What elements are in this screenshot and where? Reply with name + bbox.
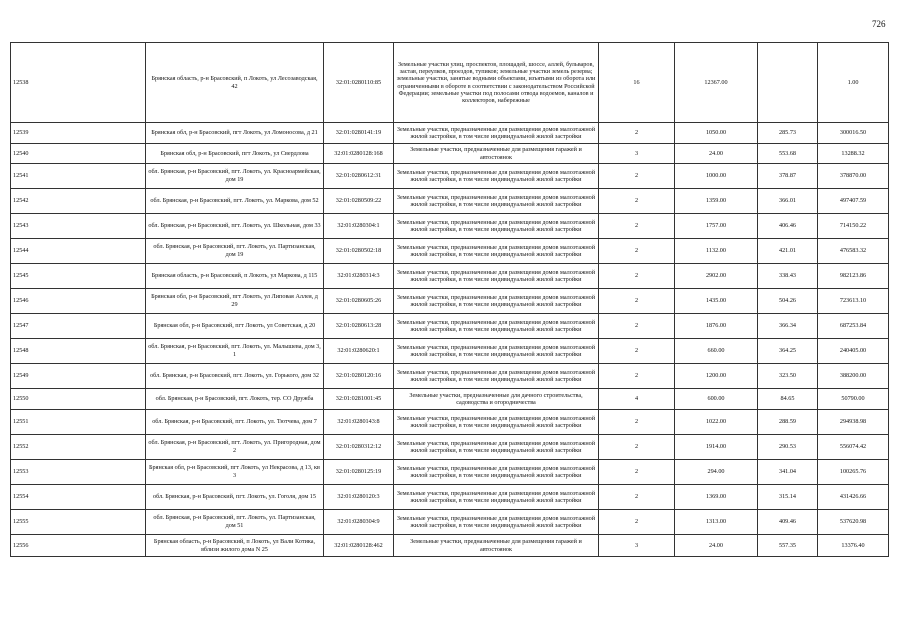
area-cell: 1914.00: [675, 435, 758, 460]
address-cell: обл. Брянская, р-н Брасовский, пгт. Локоть, ул. Гоголя, дом 15: [146, 485, 324, 510]
land-use-cell: Земельные участки, предназначенные для размещения гаражей и автостоянок: [394, 144, 599, 164]
specific-value-cell: 421.01: [758, 239, 818, 264]
specific-value-cell: 409.46: [758, 510, 818, 535]
row-number: 12544: [11, 239, 146, 264]
specific-value-cell: 323.50: [758, 364, 818, 389]
cadastral-value-cell: 537620.98: [818, 510, 889, 535]
area-cell: 1359.00: [675, 189, 758, 214]
table-row: [11, 410, 889, 435]
category-cell: 2: [599, 339, 675, 364]
land-use-cell: Земельные участки, предназначенные для размещения гаражей и автостоянок: [394, 535, 599, 557]
row-number: 12552: [11, 435, 146, 460]
category-cell: 3: [599, 144, 675, 164]
address-cell: Брянская обл, р-н Брасовский, пгт Локоть, ул Советская, д 20: [146, 314, 324, 339]
area-cell: 1313.00: [675, 510, 758, 535]
row-number: 12547: [11, 314, 146, 339]
row-number: 12556: [11, 535, 146, 557]
row-number: 12543: [11, 214, 146, 239]
category-cell: 2: [599, 214, 675, 239]
row-number: 12550: [11, 389, 146, 410]
cadastral-number-cell: 32:01:0280612:31: [324, 164, 394, 189]
table-row: [11, 164, 889, 189]
area-cell: 1132.00: [675, 239, 758, 264]
table-row: [11, 123, 889, 144]
area-cell: 294.00: [675, 460, 758, 485]
table-row: [11, 535, 889, 557]
table-row: [11, 339, 889, 364]
cadastral-number-cell: 32:01:0280314:3: [324, 264, 394, 289]
table-row: [11, 264, 889, 289]
category-cell: 2: [599, 510, 675, 535]
cadastral-number-cell: 32:01:0280613:28: [324, 314, 394, 339]
cadastral-value-table: [10, 42, 889, 557]
land-use-cell: Земельные участки, предназначенные для размещения домов малоэтажной жилой застройки, в том числе индивидуальной жилой застройки: [394, 289, 599, 314]
area-cell: 1876.00: [675, 314, 758, 339]
specific-value-cell: 341.04: [758, 460, 818, 485]
table-row: [11, 460, 889, 485]
land-use-cell: Земельные участки, предназначенные для размещения домов малоэтажной жилой застройки, в том числе индивидуальной жилой застройки: [394, 435, 599, 460]
cadastral-number-cell: 32:01:0280620:1: [324, 339, 394, 364]
table-row: [11, 389, 889, 410]
area-cell: 600.00: [675, 389, 758, 410]
table-row: [11, 510, 889, 535]
land-use-cell: Земельные участки, предназначенные для размещения домов малоэтажной жилой застройки, в том числе индивидуальной жилой застройки: [394, 123, 599, 144]
cadastral-value-cell: 300016.50: [818, 123, 889, 144]
page-number: 726: [872, 19, 886, 29]
specific-value-cell: 557.35: [758, 535, 818, 557]
address-cell: Брянская обл, р-н Брасовский, пгт Локоть, ул Некрасова, д 13, кв 3: [146, 460, 324, 485]
address-cell: обл. Брянская, р-н Брасовский, пгт. Локоть, ул. Тютчева, дом 7: [146, 410, 324, 435]
row-number: 12542: [11, 189, 146, 214]
land-use-cell: Земельные участки, предназначенные для размещения домов малоэтажной жилой застройки, в том числе индивидуальной жилой застройки: [394, 239, 599, 264]
row-number: 12546: [11, 289, 146, 314]
address-cell: Брянская область, р-н Брасовский, п Локоть, ул Лесозаводская, 42: [146, 43, 324, 123]
row-number: 12549: [11, 364, 146, 389]
specific-value-cell: 285.73: [758, 123, 818, 144]
area-cell: 24.00: [675, 144, 758, 164]
address-cell: Брянская область, р-н Брасовский, п Локоть, ул Вали Котика, вблизи жилого дома N 25: [146, 535, 324, 557]
category-cell: 2: [599, 460, 675, 485]
table-body: [11, 43, 889, 557]
area-cell: 24.00: [675, 535, 758, 557]
land-use-cell: Земельные участки, предназначенные для размещения домов малоэтажной жилой застройки, в том числе индивидуальной жилой застройки: [394, 410, 599, 435]
address-cell: Брянская обл, р-н Брасовский, пгт Локоть, ул Ломоносова, д 21: [146, 123, 324, 144]
cadastral-number-cell: 32:01:0280128:462: [324, 535, 394, 557]
category-cell: 2: [599, 364, 675, 389]
land-use-cell: Земельные участки, предназначенные для размещения домов малоэтажной жилой застройки, в том числе индивидуальной жилой застройки: [394, 314, 599, 339]
cadastral-value-cell: 240405.00: [818, 339, 889, 364]
category-cell: 2: [599, 289, 675, 314]
cadastral-value-cell: 431426.66: [818, 485, 889, 510]
category-cell: 2: [599, 189, 675, 214]
row-number: 12548: [11, 339, 146, 364]
cadastral-number-cell: 32:01:0280304:9: [324, 510, 394, 535]
cadastral-number-cell: 32:01:0280143:8: [324, 410, 394, 435]
cadastral-number-cell: 32:01:0280128:168: [324, 144, 394, 164]
address-cell: Брянская обл, р-н Брасовский, пгт Локоть, ул Липовая Аллея, д 29: [146, 289, 324, 314]
cadastral-value-cell: 100265.76: [818, 460, 889, 485]
address-cell: Брянская область, р-н Брасовский, п Локоть, ул Маркова, д 115: [146, 264, 324, 289]
category-cell: 2: [599, 164, 675, 189]
cadastral-number-cell: 32:01:0280120:16: [324, 364, 394, 389]
cadastral-value-cell: 1.00: [818, 43, 889, 123]
cadastral-value-cell: 687253.84: [818, 314, 889, 339]
table-row: [11, 189, 889, 214]
address-cell: обл. Брянская, р-н Брасовский, пгт. Локоть, ул. Маркова, дом 52: [146, 189, 324, 214]
category-cell: 2: [599, 239, 675, 264]
row-number: 12551: [11, 410, 146, 435]
land-use-cell: Земельные участки, предназначенные для размещения домов малоэтажной жилой застройки, в том числе индивидуальной жилой застройки: [394, 364, 599, 389]
category-cell: 4: [599, 389, 675, 410]
address-cell: обл. Брянская, р-н Брасовский, пгт. Локоть, ул. Красноармейская, дом 19: [146, 164, 324, 189]
cadastral-number-cell: 32:01:0280125:19: [324, 460, 394, 485]
specific-value-cell: 338.43: [758, 264, 818, 289]
row-number: 12540: [11, 144, 146, 164]
cadastral-value-cell: 476583.32: [818, 239, 889, 264]
specific-value-cell: 366.01: [758, 189, 818, 214]
cadastral-number-cell: 32:01:0280304:1: [324, 214, 394, 239]
land-use-cell: Земельные участки, предназначенные для размещения домов малоэтажной жилой застройки, в том числе индивидуальной жилой застройки: [394, 189, 599, 214]
specific-value-cell: 290.53: [758, 435, 818, 460]
table-row: [11, 144, 889, 164]
specific-value-cell: 378.87: [758, 164, 818, 189]
category-cell: 2: [599, 264, 675, 289]
table-row: [11, 43, 889, 123]
area-cell: 2902.00: [675, 264, 758, 289]
category-cell: 2: [599, 410, 675, 435]
specific-value-cell: 84.65: [758, 389, 818, 410]
area-cell: 1435.00: [675, 289, 758, 314]
cadastral-number-cell: 32:01:0280605:26: [324, 289, 394, 314]
specific-value-cell: 366.34: [758, 314, 818, 339]
cadastral-value-cell: 556074.42: [818, 435, 889, 460]
category-cell: 2: [599, 485, 675, 510]
specific-value-cell: 315.14: [758, 485, 818, 510]
area-cell: 1022.00: [675, 410, 758, 435]
land-use-cell: Земельные участки улиц, проспектов, площадей, шоссе, аллей, бульваров, застав, переулков, проездов, тупиков; земельные участки земель резерва; земельные участки, занятые водными объектами, изъятыми из оборота или ограниченными в обороте в соответствии с законодательством Российской Федерации; земельные участки под полосами отвода водоемов, каналов и коллекторов, набережные: [394, 43, 599, 123]
table-row: [11, 214, 889, 239]
cadastral-value-cell: 378870.00: [818, 164, 889, 189]
table-row: [11, 239, 889, 264]
cadastral-number-cell: 32:01:0280502:18: [324, 239, 394, 264]
table-row: [11, 435, 889, 460]
cadastral-number-cell: 32:01:0280509:22: [324, 189, 394, 214]
row-number: 12553: [11, 460, 146, 485]
row-number: 12538: [11, 43, 146, 123]
address-cell: обл. Брянская, р-н Брасовский, пгт. Локоть, ул. Партизанская, дом 51: [146, 510, 324, 535]
cadastral-value-cell: 13288.32: [818, 144, 889, 164]
address-cell: обл. Брянская, р-н Брасовский, пгт. Локоть, ул. Школьная, дом 33: [146, 214, 324, 239]
cadastral-number-cell: 32:01:0281001:45: [324, 389, 394, 410]
land-use-cell: Земельные участки, предназначенные для размещения домов малоэтажной жилой застройки, в том числе индивидуальной жилой застройки: [394, 485, 599, 510]
cadastral-value-cell: 388200.00: [818, 364, 889, 389]
area-cell: 1050.00: [675, 123, 758, 144]
land-use-cell: Земельные участки, предназначенные для дачного строительства, садоводства и огородничества: [394, 389, 599, 410]
cadastral-value-cell: 13376.40: [818, 535, 889, 557]
cadastral-number-cell: 32:01:0280120:3: [324, 485, 394, 510]
cadastral-value-cell: 723613.10: [818, 289, 889, 314]
category-cell: 2: [599, 314, 675, 339]
address-cell: обл. Брянская, р-н Брасовский, пгт. Локоть, тер. СО Дружба: [146, 389, 324, 410]
land-use-cell: Земельные участки, предназначенные для размещения домов малоэтажной жилой застройки, в том числе индивидуальной жилой застройки: [394, 164, 599, 189]
address-cell: обл. Брянская, р-н Брасовский, пгт. Локоть, ул. Горького, дом 32: [146, 364, 324, 389]
land-use-cell: Земельные участки, предназначенные для размещения домов малоэтажной жилой застройки, в том числе индивидуальной жилой застройки: [394, 264, 599, 289]
address-cell: обл. Брянская, р-н Брасовский, пгт. Локоть, ул. Малышева, дом 3, 1: [146, 339, 324, 364]
row-number: 12555: [11, 510, 146, 535]
category-cell: 16: [599, 43, 675, 123]
address-cell: обл. Брянская, р-н Брасовский, пгт. Локоть, ул. Пригородная, дом 2: [146, 435, 324, 460]
row-number: 12539: [11, 123, 146, 144]
land-use-cell: Земельные участки, предназначенные для размещения домов малоэтажной жилой застройки, в том числе индивидуальной жилой застройки: [394, 339, 599, 364]
address-cell: Брянская обл, р-н Брасовский, пгт Локоть, ул Свердлова: [146, 144, 324, 164]
land-use-cell: Земельные участки, предназначенные для размещения домов малоэтажной жилой застройки, в том числе индивидуальной жилой застройки: [394, 510, 599, 535]
category-cell: 2: [599, 435, 675, 460]
specific-value-cell: 504.26: [758, 289, 818, 314]
cadastral-value-cell: 497407.59: [818, 189, 889, 214]
specific-value-cell: 288.59: [758, 410, 818, 435]
specific-value-cell: 364.25: [758, 339, 818, 364]
cadastral-value-cell: 50790.00: [818, 389, 889, 410]
land-use-cell: Земельные участки, предназначенные для размещения домов малоэтажной жилой застройки, в том числе индивидуальной жилой застройки: [394, 460, 599, 485]
cadastral-value-cell: 982123.86: [818, 264, 889, 289]
cadastral-value-cell: 714150.22: [818, 214, 889, 239]
area-cell: 1369.00: [675, 485, 758, 510]
area-cell: 12367.00: [675, 43, 758, 123]
area-cell: 660.00: [675, 339, 758, 364]
land-use-cell: Земельные участки, предназначенные для размещения домов малоэтажной жилой застройки, в том числе индивидуальной жилой застройки: [394, 214, 599, 239]
cadastral-number-cell: 32:01:0280141:19: [324, 123, 394, 144]
area-cell: 1757.00: [675, 214, 758, 239]
table-row: [11, 364, 889, 389]
row-number: 12545: [11, 264, 146, 289]
table-row: [11, 485, 889, 510]
specific-value-cell: 406.46: [758, 214, 818, 239]
specific-value-cell: 553.68: [758, 144, 818, 164]
specific-value-cell: [758, 43, 818, 123]
cadastral-value-cell: 294938.98: [818, 410, 889, 435]
address-cell: обл. Брянская, р-н Брасовский, пгт. Локоть, ул. Партизанская, дом 19: [146, 239, 324, 264]
cadastral-number-cell: 32:01:0280110:85: [324, 43, 394, 123]
category-cell: 3: [599, 535, 675, 557]
row-number: 12541: [11, 164, 146, 189]
cadastral-number-cell: 32:01:0280312:12: [324, 435, 394, 460]
area-cell: 1200.00: [675, 364, 758, 389]
row-number: 12554: [11, 485, 146, 510]
category-cell: 2: [599, 123, 675, 144]
table-row: [11, 289, 889, 314]
table-row: [11, 314, 889, 339]
area-cell: 1000.00: [675, 164, 758, 189]
